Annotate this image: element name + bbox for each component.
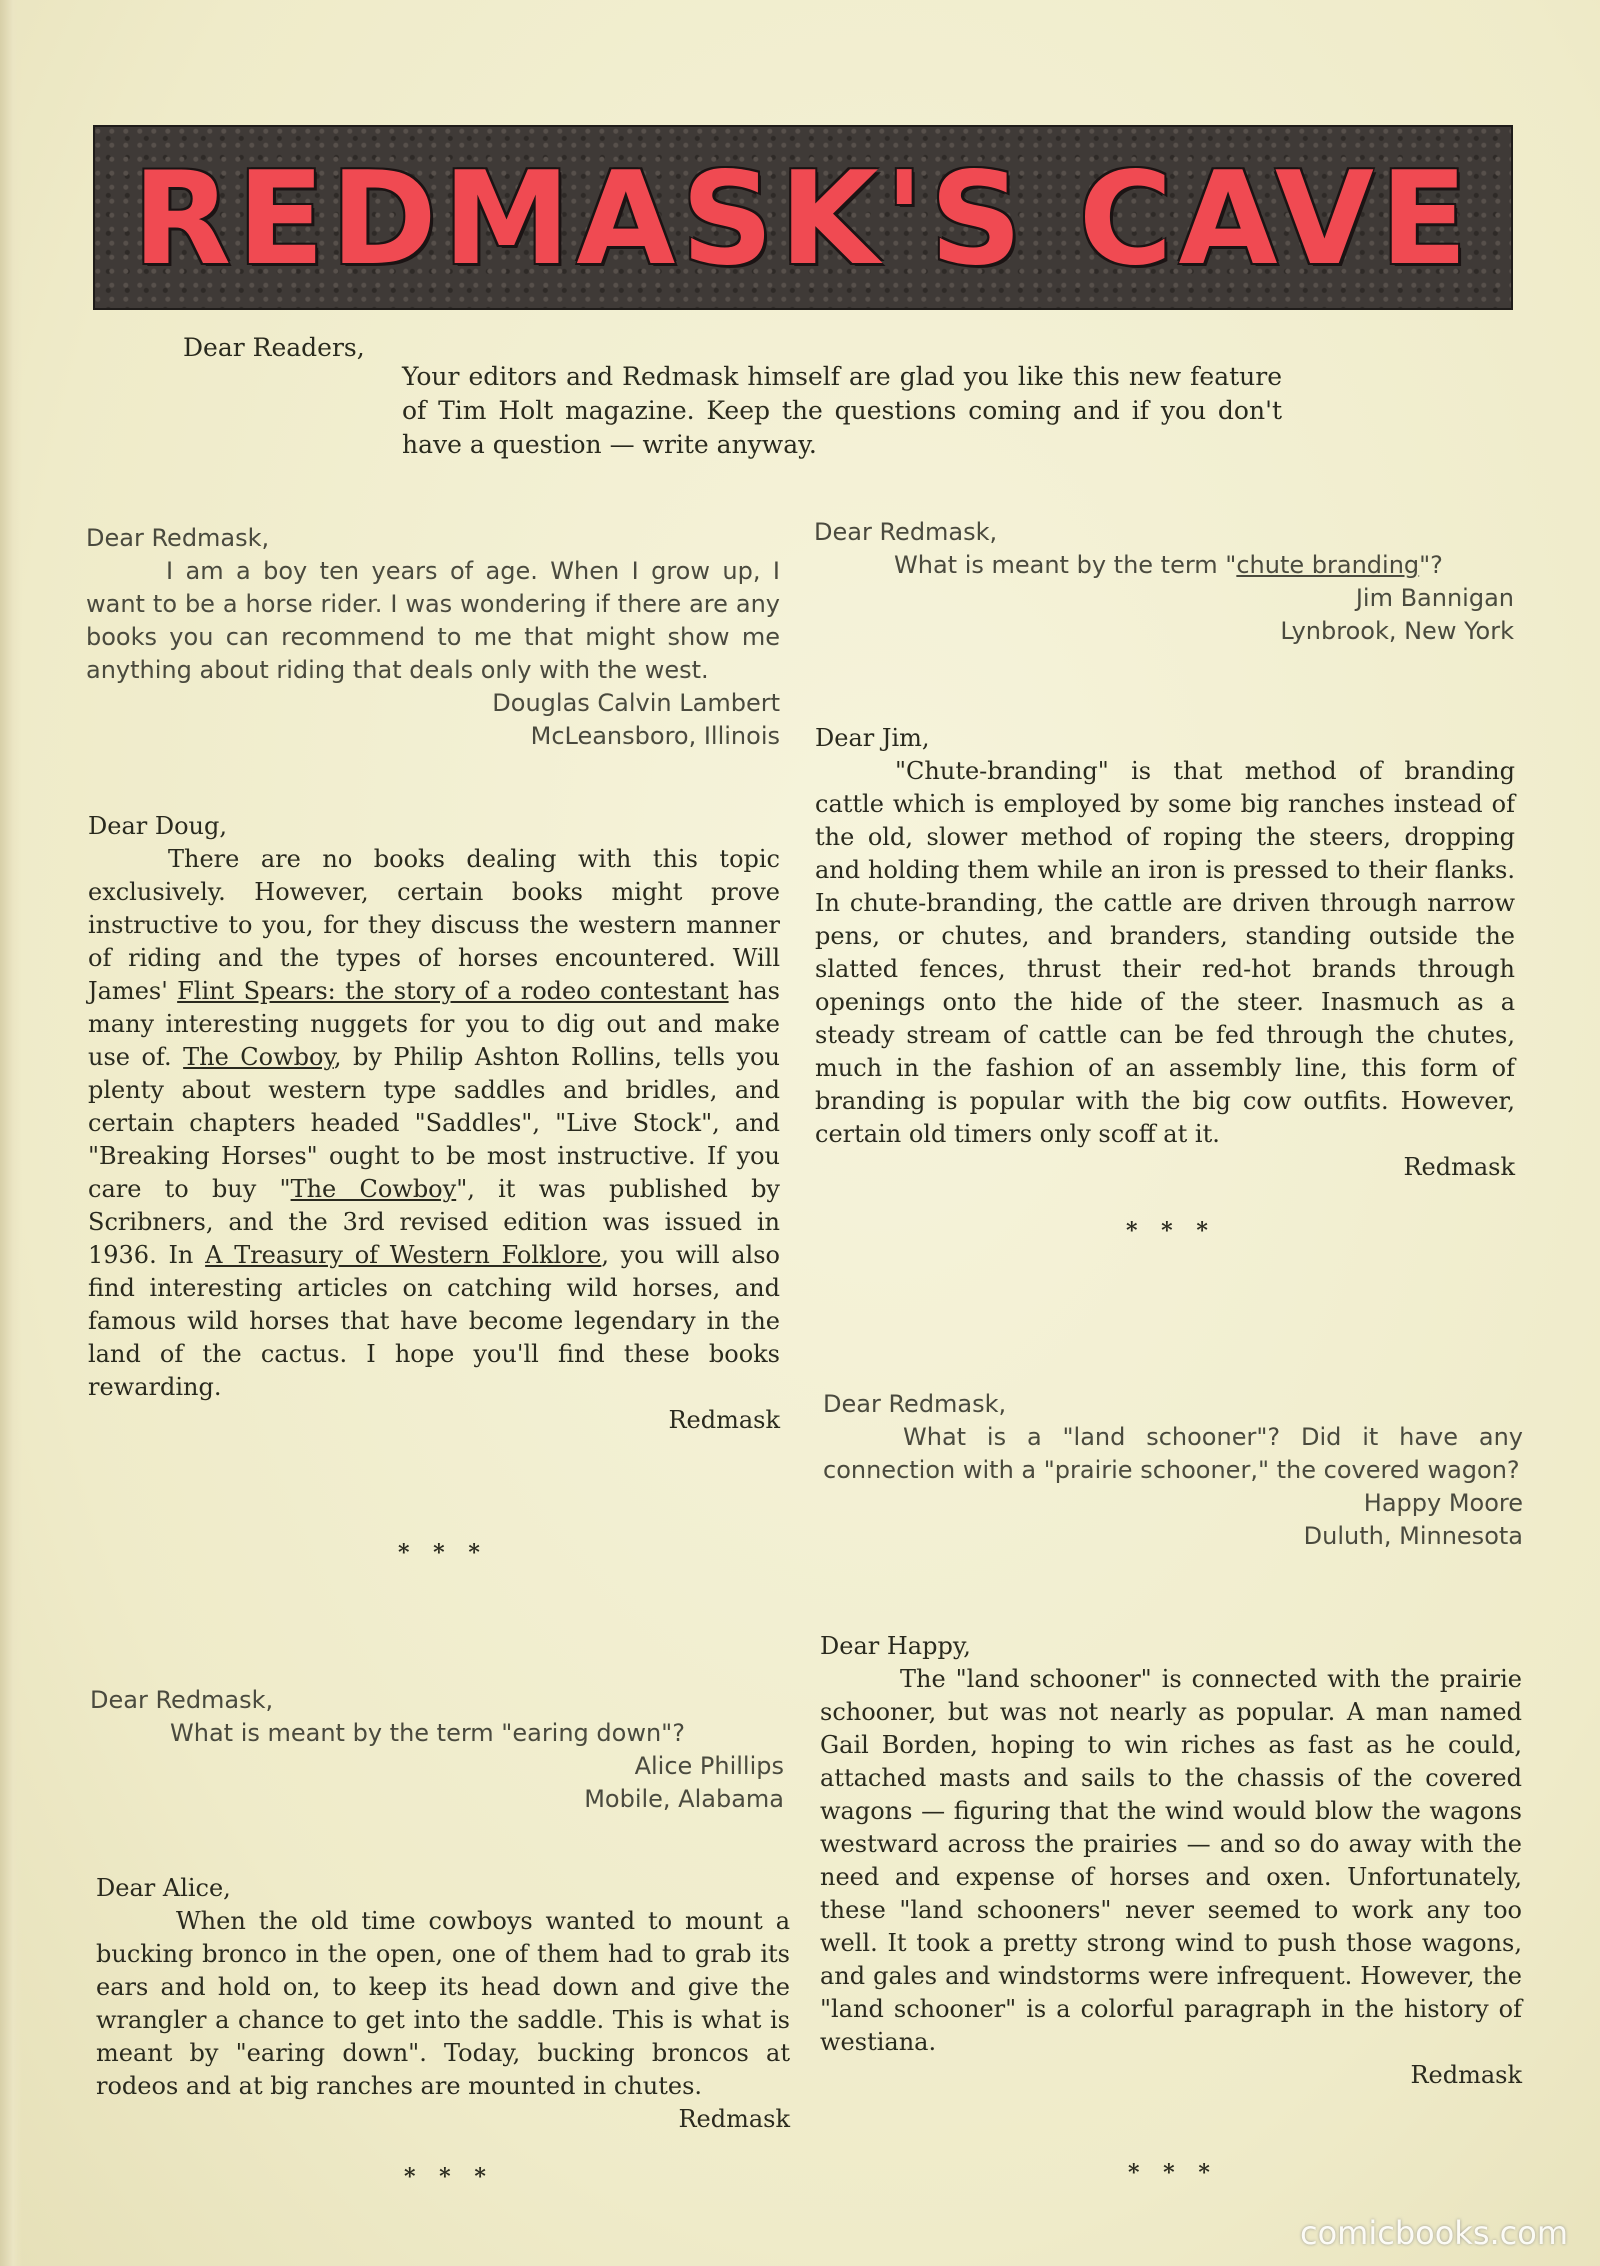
title-banner xyxy=(93,125,1513,310)
answer-happy xyxy=(820,1630,1522,2092)
section-separator: * * * xyxy=(1126,1218,1216,1244)
answer-body: When the old time cowboys wanted to mount a bucking bronco in the open, one of them had to grab its ears and hold on, to keep its head down and give the wrangler a chance to get into the saddle. This is what is meant by "earing down". Today, bucking broncos at rodeos and at big ranches are mounted in chutes. xyxy=(96,1907,790,2100)
letter-author-place: Duluth, Minnesota xyxy=(1303,1522,1523,1550)
section-separator: * * * xyxy=(398,1540,488,1566)
letter-author-name: Jim Bannigan xyxy=(1355,584,1514,612)
answer-salutation: Dear Happy, xyxy=(820,1632,971,1660)
letter-author-name: Alice Phillips xyxy=(634,1752,784,1780)
intro-body: Your editors and Redmask himself are glad you like this new feature of Tim Holt magazine. Keep the questions coming and if you don't have a question — write anyway. xyxy=(402,362,1282,459)
letter-body: What is meant by the term "earing down"? xyxy=(170,1719,685,1747)
letter-author-place: Mobile, Alabama xyxy=(584,1785,784,1813)
letter-salutation: Dear Redmask, xyxy=(86,524,270,552)
page-spine-shadow xyxy=(0,0,22,2266)
answer-jim xyxy=(815,722,1515,1184)
letter-author-name: Happy Moore xyxy=(1363,1489,1523,1517)
letter-jim-question xyxy=(814,516,1514,648)
intro-salutation: Dear Readers, xyxy=(183,333,365,362)
term-chute-branding: chute branding xyxy=(1236,551,1420,579)
letter-happy-question xyxy=(823,1388,1523,1553)
letter-salutation: Dear Redmask, xyxy=(90,1686,274,1714)
answer-signature: Redmask xyxy=(678,2105,790,2133)
book-title-the-cowboy-2: The Cowboy xyxy=(290,1175,457,1203)
letter-salutation: Dear Redmask, xyxy=(823,1390,1007,1418)
answer-salutation: Dear Alice, xyxy=(96,1874,231,1902)
answer-body: There are no books dealing with this topic exclusively. However, certain books might prove instructive to you, for they discuss the western manner of riding and the types of horses encountered. Will James' Flint Spears: the story of a rodeo contestant has many interesting nuggets for you to dig out and make use of. The Cowboy, by Philip Ashton Rollins, tells you plenty about western type saddles and bridles, and certain chapters headed "Saddles", "Live Stock", and "Breaking Horses" ought to be most instructive. If you care to buy "The Cowboy", it was published by Scribners, and the 3rd revised edition was issued in 1936. In A Treasury of Western Folklore, you will also find interesting articles on catching wild horses, and famous wild horses that have become legendary in the land of the cactus. I hope you'll find these books rewarding. xyxy=(88,845,781,1401)
answer-doug xyxy=(88,810,780,1437)
letter-body: What is a "land schooner"? Did it have any connection with a "prairie schooner," the covered wagon? xyxy=(823,1423,1523,1484)
answer-alice xyxy=(96,1872,790,2136)
letter-author-name: Douglas Calvin Lambert xyxy=(492,689,780,717)
answer-signature: Redmask xyxy=(1410,2061,1522,2089)
book-title-the-cowboy: The Cowboy xyxy=(183,1043,334,1071)
watermark: comicbooks.com xyxy=(1299,2214,1568,2252)
answer-body: "Chute-branding" is that method of branding cattle which is employed by some big ranches instead of the old, slower method of roping the steers, dropping and holding them while an iron is pressed to their flanks. In chute-branding, the cattle are driven through narrow pens, or chutes, and branders, standing outside the slatted fences, thrust their red-hot brands through openings onto the hide of the steer. Inasmuch as a steady stream of cattle can be fed through the chutes, much in the fashion of an assembly line, this form of branding is popular with the big cow outfits. However, certain old timers only scoff at it. xyxy=(815,757,1515,1148)
section-separator: * * * xyxy=(404,2164,494,2190)
letter-body: What is meant by the term "chute branding"? xyxy=(894,551,1443,579)
answer-body: The "land schooner" is connected with the prairie schooner, but was not nearly as popular. A man named Gail Borden, hoping to win riches as fast as he could, attached masts and sails to the chassis of the covered wagons — figuring that the wind would blow the wagons westward across the prairies — and so do away with the need and expense of horses and oxen. Unfortunately, these "land schooners" never seemed to work any too well. It took a pretty strong wind to push those wagons, and gales and windstorms were infrequent. However, the "land schooner" is a colorful paragraph in the history of westiana. xyxy=(820,1665,1522,2056)
answer-salutation: Dear Doug, xyxy=(88,812,227,840)
book-title-treasury: A Treasury of Western Folklore xyxy=(205,1241,602,1269)
answer-signature: Redmask xyxy=(1403,1153,1515,1181)
book-title-flint-spears: Flint Spears: the story of a rodeo contestant xyxy=(177,977,729,1005)
answer-signature: Redmask xyxy=(668,1406,780,1434)
answer-salutation: Dear Jim, xyxy=(815,724,930,752)
letter-salutation: Dear Redmask, xyxy=(814,518,998,546)
section-separator: * * * xyxy=(1128,2160,1218,2186)
letter-author-place: Lynbrook, New York xyxy=(1280,617,1514,645)
letter-doug-question xyxy=(86,522,780,753)
letter-alice-question xyxy=(90,1684,784,1816)
letter-body: I am a boy ten years of age. When I grow up, I want to be a horse rider. I was wondering if there are any books you can recommend to me that might show me anything about riding that deals only with the west. xyxy=(86,557,780,684)
letter-author-place: McLeansboro, Illinois xyxy=(530,722,780,750)
page-title: REDMASK'S CAVE xyxy=(132,145,1474,294)
